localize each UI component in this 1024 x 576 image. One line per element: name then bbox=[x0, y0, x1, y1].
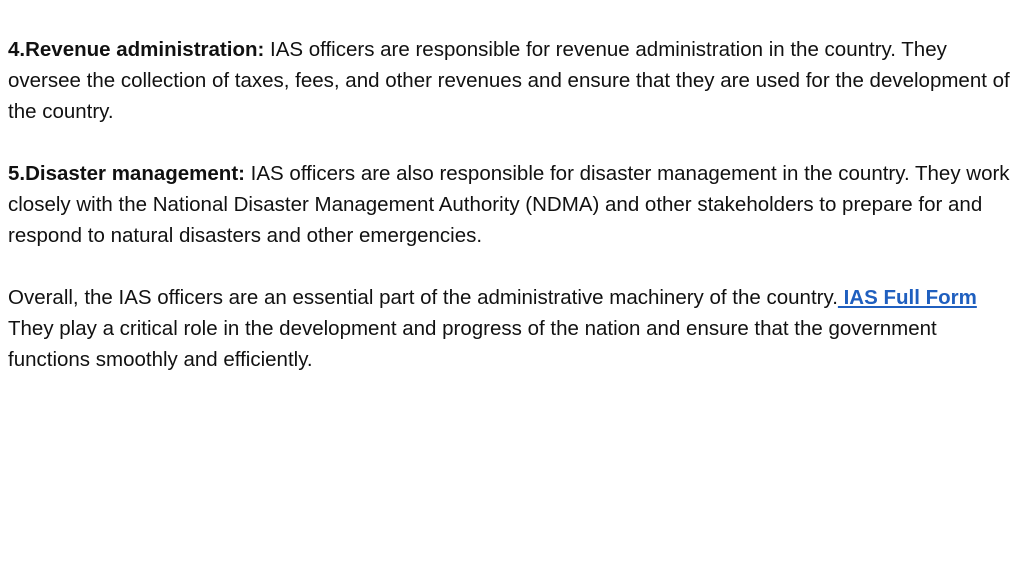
ias-full-form-link[interactable]: IAS Full Form bbox=[837, 286, 977, 309]
paragraph-disaster-management bbox=[8, 158, 1012, 251]
text-overall-before: Overall, the IAS officers are an essential part of the administrative machinery of the country. bbox=[8, 286, 838, 309]
paragraph-revenue-administration bbox=[8, 34, 1012, 127]
text-revenue-administration: IAS officers are responsible for revenue administration in the country. They oversee the collection of taxes, fees, and other revenues and ensure that they are used for the development of the country. bbox=[8, 38, 1010, 123]
slide-content bbox=[8, 34, 1012, 406]
heading-revenue-administration: 4.Revenue administration: bbox=[8, 38, 265, 61]
heading-disaster-management: 5.Disaster management: bbox=[8, 162, 245, 185]
text-disaster-management: IAS officers are also responsible for disaster management in the country. They work closely with the National Disaster Management Authority (NDMA) and other stakeholders to prepare for and respond to natural disasters and other emergencies. bbox=[8, 162, 1010, 247]
text-overall-after: They play a critical role in the development and progress of the nation and ensure that the government functions smoothly and efficiently. bbox=[8, 317, 937, 371]
paragraph-overall bbox=[8, 282, 1012, 375]
